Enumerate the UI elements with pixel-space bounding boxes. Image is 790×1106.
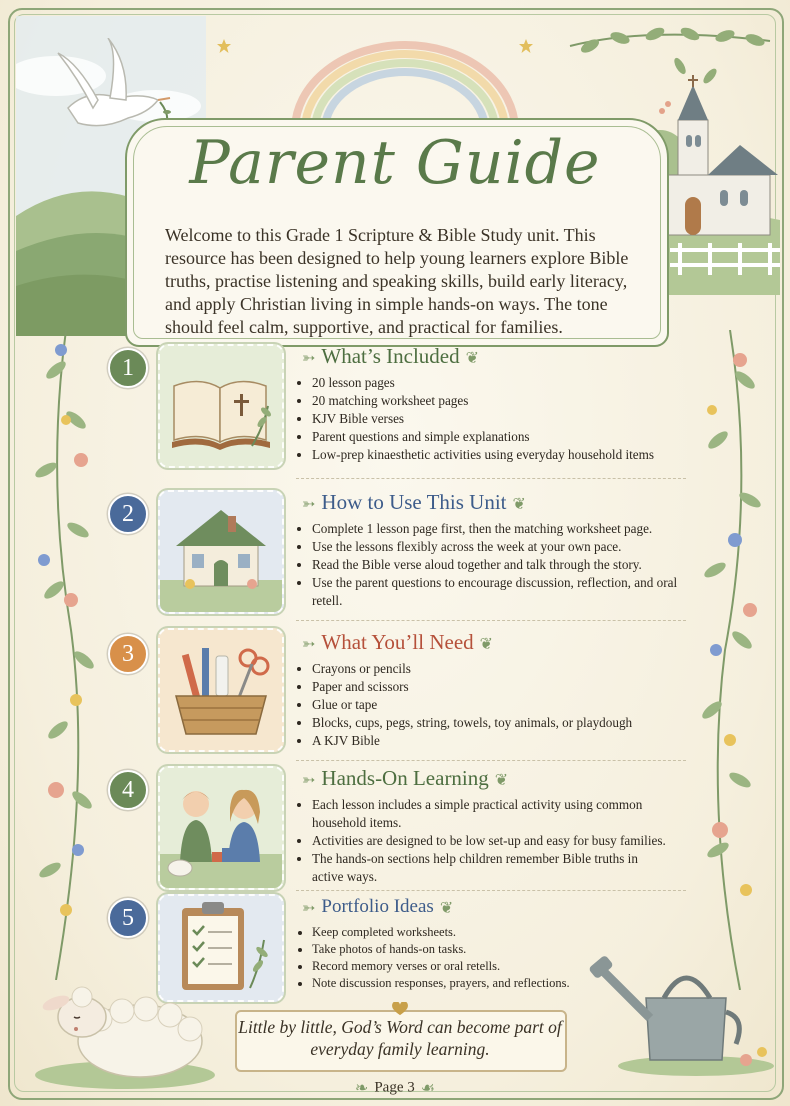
- list-item: • Paper and scissors: [312, 678, 692, 696]
- section-items: [296, 520, 692, 610]
- divider: [296, 890, 686, 891]
- watering-can-illustration: [586, 948, 776, 1078]
- cottage-icon: [160, 492, 282, 612]
- section-number: 3: [108, 634, 148, 674]
- intro-paragraph: Welcome to this Grade 1 Scripture & Bible Study unit. This resource has been designed to help young learners explore Bible truths, practise listening and speaking skills, build early literacy, and apply Christian living in simple hands-on ways. The tone should feel calm, supportive, and practical for families.: [165, 225, 629, 337]
- section-title-text: How to Use This Unit: [321, 490, 507, 514]
- sprig-left-icon: ➳: [302, 899, 316, 917]
- cottage-thumbnail: [158, 490, 284, 614]
- heart-icon: [392, 1002, 408, 1016]
- list-item: • Use the lessons flexibly across the week at your own pace.: [312, 538, 692, 556]
- list-item: • Note discussion responses, prayers, and reflections.: [312, 975, 692, 992]
- section-title: [296, 490, 532, 515]
- sprig-left-icon: ➳: [302, 636, 316, 654]
- page-number: [0, 1078, 790, 1098]
- list-item: • 20 lesson pages: [312, 374, 692, 392]
- section-number: 1: [108, 348, 148, 388]
- sprig-left-icon: ➳: [302, 350, 316, 368]
- supply-basket-icon: [160, 630, 282, 750]
- star-icon: [518, 38, 534, 54]
- section-title-text: What’s Included: [321, 344, 460, 368]
- sprig-right-icon: ☙: [420, 1080, 436, 1097]
- section-items: [296, 374, 692, 464]
- divider: [296, 760, 686, 761]
- lamb-illustration: [30, 955, 220, 1090]
- sprig-left-icon: ➳: [302, 772, 316, 790]
- list-item: • Complete 1 lesson page first, then the matching worksheet page.: [312, 520, 692, 538]
- sprig-right-icon: ❦: [512, 496, 526, 514]
- section-what-youll-need: [100, 628, 690, 758]
- section-hands-on-learning: [100, 766, 690, 886]
- section-title: [296, 630, 499, 655]
- section-title: [296, 766, 514, 791]
- section-title-text: What You’ll Need: [321, 630, 474, 654]
- list-item: • Blocks, cups, pegs, string, towels, toy animals, or playdough: [312, 714, 692, 732]
- open-bible-icon: [160, 346, 282, 466]
- sprig-right-icon: ❦: [439, 899, 454, 917]
- section-title-text: Hands-On Learning: [321, 766, 489, 790]
- page-number-text: Page 3: [374, 1079, 415, 1096]
- sprig-right-icon: ❦: [465, 350, 480, 368]
- list-item: • Activities are designed to be low set-up and easy for busy families.: [312, 832, 692, 850]
- section-title: [296, 896, 459, 918]
- star-icon: [216, 38, 232, 54]
- list-item: • Take photos of hands-on tasks.: [312, 941, 692, 958]
- sprig-right-icon: ❦: [479, 636, 494, 654]
- sprig-left-icon: ❧: [354, 1080, 369, 1097]
- list-item: • Parent questions and simple explanations: [312, 428, 692, 446]
- list-item: • A KJV Bible: [312, 732, 692, 750]
- supply-basket-thumbnail: [158, 628, 284, 752]
- list-item: • Record memory verses or oral retells.: [312, 958, 692, 975]
- section-number: 4: [108, 770, 148, 810]
- right-floral-border: [690, 330, 776, 990]
- list-item: • Crayons or pencils: [312, 660, 692, 678]
- list-item: • Read the Bible verse aloud together and talk through the story.: [312, 556, 692, 574]
- list-item: • Keep completed worksheets.: [312, 924, 692, 941]
- section-number: 2: [108, 494, 148, 534]
- children-playing-thumbnail: [158, 766, 284, 890]
- list-item: • Low-prep kinaesthetic activities using everyday household items: [312, 446, 692, 464]
- list-item: • The hands-on sections help children remember Bible truths in active ways.: [312, 850, 672, 886]
- section-number: 5: [108, 898, 148, 938]
- list-item: • 20 matching worksheet pages: [312, 392, 692, 410]
- divider: [296, 478, 686, 479]
- section-how-to-use: [100, 488, 690, 618]
- section-title-text: Portfolio Ideas: [321, 896, 434, 917]
- page-title: Parent Guide: [189, 128, 601, 198]
- rainbow-illustration: [285, 40, 525, 130]
- left-floral-border: [16, 330, 106, 980]
- open-bible-thumbnail: [158, 344, 284, 468]
- list-item: • Use the parent questions to encourage discussion, reflection, and oral retell.: [312, 574, 692, 610]
- section-title: [296, 344, 485, 369]
- closing-quote: Little by little, God’s Word can become part of everyday family learning.: [238, 1017, 562, 1059]
- list-item: • Each lesson includes a simple practical activity using common household items.: [312, 796, 672, 832]
- list-item: • KJV Bible verses: [312, 410, 692, 428]
- list-item: • Glue or tape: [312, 696, 692, 714]
- section-whats-included: [100, 342, 690, 472]
- section-items: [296, 660, 692, 750]
- children-playing-icon: [160, 768, 282, 888]
- divider: [296, 620, 686, 621]
- sprig-left-icon: ➳: [302, 496, 316, 514]
- section-items: [296, 796, 672, 886]
- sprig-right-icon: ❦: [494, 772, 509, 790]
